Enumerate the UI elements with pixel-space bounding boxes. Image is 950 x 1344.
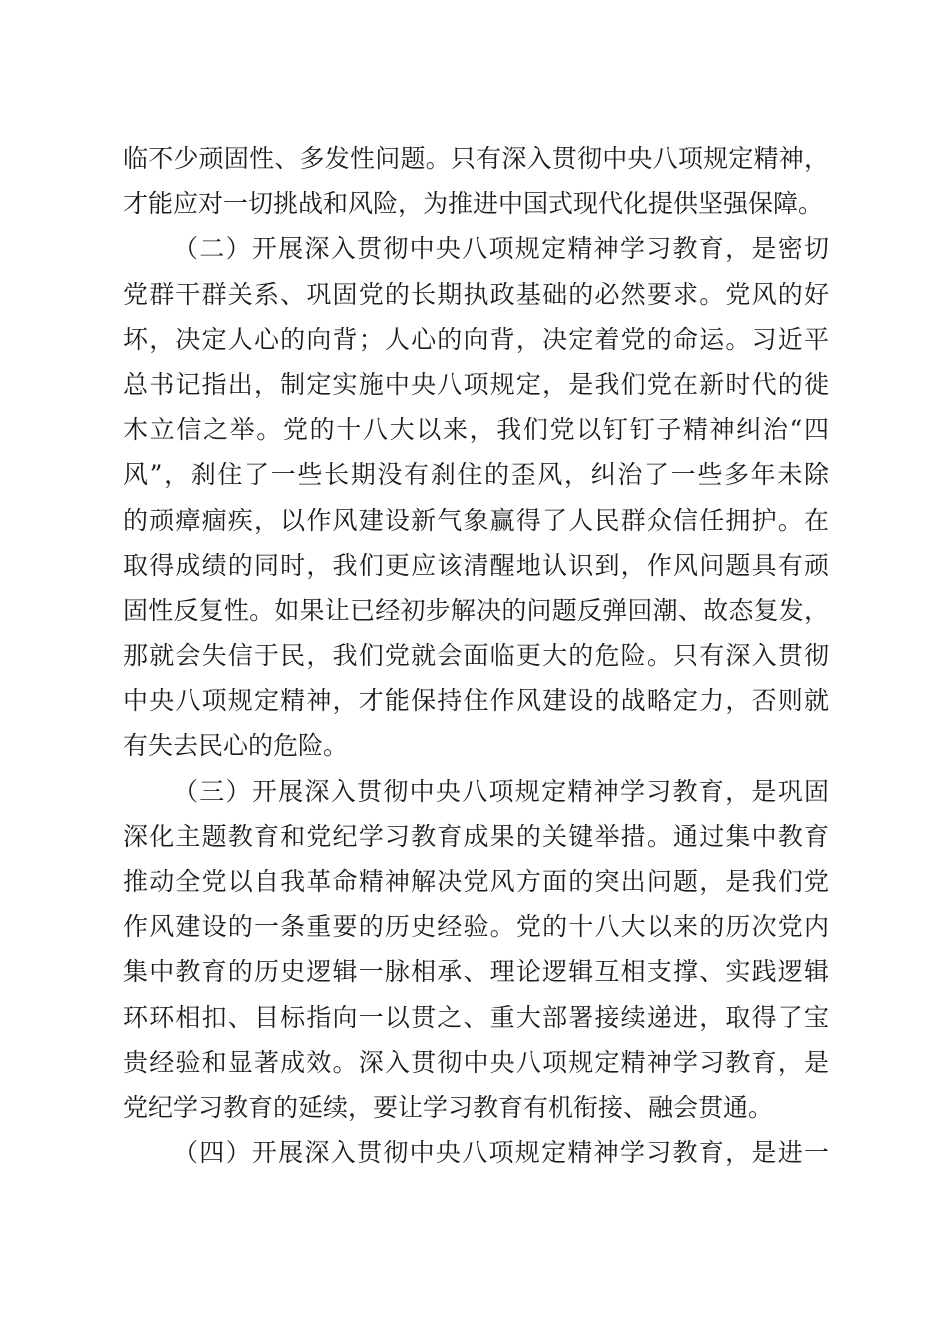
document-body [123,136,829,1175]
text-line: 总书记指出，制定实施中央八项规定，是我们党在新时代的徙 [123,369,829,399]
text-line: 集中教育的历史逻辑一脉相承、理论逻辑互相支撑、实践逻辑 [123,957,829,987]
text-line: 的顽瘴痼疾，以作风建设新气象赢得了人民群众信任拥护。在 [123,505,829,535]
text-line: 党群干群关系、巩固党的长期执政基础的必然要求。党风的好 [123,279,829,309]
text-line: 中央八项规定精神，才能保持住作风建设的战略定力，否则就 [123,686,829,716]
text-line: 有失去民心的危险。 [123,731,349,761]
paragraph-start-line: （三）开展深入贯彻中央八项规定精神学习教育，是巩固 [173,776,829,806]
text-line: 风”，刹住了一些长期没有刹住的歪风，纠治了一些多年未除 [123,460,829,490]
text-line: 固性反复性。如果让已经初步解决的问题反弹回潮、故态复发， [123,595,829,625]
text-line: 那就会失信于民，我们党就会面临更大的危险。只有深入贯彻 [123,641,829,671]
paragraph-start-line: （四）开展深入贯彻中央八项规定精神学习教育，是进一 [173,1138,829,1168]
text-line: 作风建设的一条重要的历史经验。党的十八大以来的历次党内 [123,912,829,942]
text-line: 深化主题教育和党纪学习教育成果的关键举措。通过集中教育 [123,821,829,851]
text-line: 才能应对一切挑战和风险，为推进中国式现代化提供坚强保障。 [123,189,824,219]
text-line: 推动全党以自我革命精神解决党风方面的突出问题，是我们党 [123,867,829,896]
text-line: 贵经验和显著成效。深入贯彻中央八项规定精神学习教育，是 [123,1047,829,1077]
text-line: 党纪学习教育的延续，要让学习教育有机衔接、融会贯通。 [123,1092,774,1122]
text-line: 坏，决定人心的向背；人心的向背，决定着党的命运。习近平 [123,324,829,354]
text-line: 环环相扣、目标指向一以贯之、重大部署接续递进，取得了宝 [123,1002,829,1032]
text-line: 取得成绩的同时，我们更应该清醒地认识到，作风问题具有顽 [123,550,829,580]
paragraph-start-line: （二）开展深入贯彻中央八项规定精神学习教育，是密切 [173,234,829,264]
text-line: 临不少顽固性、多发性问题。只有深入贯彻中央八项规定精神， [123,144,829,173]
text-line: 木立信之举。党的十八大以来，我们党以钉钉子精神纠治“四 [123,415,829,445]
